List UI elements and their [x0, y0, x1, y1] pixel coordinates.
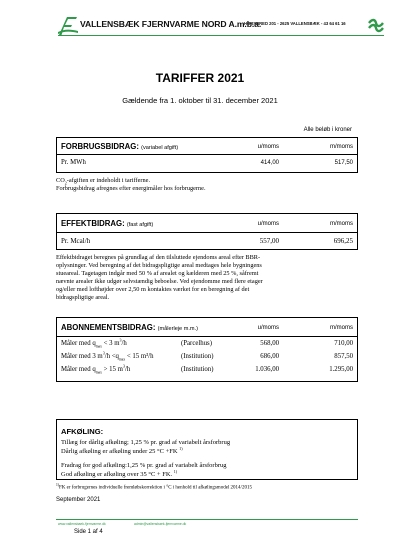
meter-row-excl-vat: 686,00 — [260, 353, 279, 360]
effekt-text-line: nævnte arealer ikke udgør selvstændig beboelse. Ved ejendomme med flere etager — [56, 278, 263, 286]
effekt-text-line: oplysninger. Ved beregning af det bidragspligtige areal medtages hele bygningens — [56, 262, 262, 270]
footnote: $^{1)}$FK er forbrugernes individuelle fremløbskorrektion i °C i henhold til afkølingsmodel 2014/2015 — [56, 483, 252, 491]
email-link[interactable]: admin@vallensbaek-fjernvarme.dk — [134, 522, 187, 526]
effekt-text-line: bidragspligtige areal. — [56, 294, 110, 302]
co2-note: $CO_2$-afgiften er indeholdt i tarifferne. — [56, 177, 151, 186]
meter-row-incl-vat: 1.295,00 — [329, 366, 353, 373]
meter-row-incl-vat: 857,50 — [334, 353, 353, 360]
meter-row-excl-vat: 568,00 — [260, 340, 279, 347]
poor-cooling-line: Dårlig afkøling er afkøling under 25 °C +FK $^{1)}$ — [61, 445, 183, 455]
document-date: September 2021 — [56, 497, 101, 503]
abonnement-heading: ABONNEMENTSBIDRAG: (målerleje m.m.) — [61, 323, 199, 332]
wave-logo-icon — [368, 17, 384, 33]
afkoling-box — [56, 419, 358, 480]
meter-row-label: Måler med $q_{max} < 3$ $m^3/h$ — [61, 337, 127, 349]
meter-row-type: (Institution) — [181, 353, 214, 360]
forbrug-price-incl-vat: 517,50 — [334, 160, 353, 166]
forbrugsbidrag-table — [56, 137, 358, 173]
meter-row-type: (Parcelhus) — [181, 340, 212, 347]
good-cooling-line: God afkøling er afkøling over 35 °C + FK. $^{1)}$ — [61, 468, 178, 478]
effektbidrag-heading: EFFEKTBIDRAG: (fast afgift) — [61, 219, 154, 228]
meter-note: Forbrugsbidrag afregnes efter energimåler hos forbrugerne. — [56, 185, 206, 193]
company-address: HORSBRED 201 - 2625 VALLENSBÆK - 43 64 61 16 — [244, 21, 346, 26]
surcharge-line: Tillæg for dårlig afkøling; 1,25 % pr. grad af variabelt årsforbrug — [61, 439, 231, 446]
company-name: VALLENSBÆK FJERNVARME NORD A.m.b.a. — [80, 19, 262, 29]
page-title: TARIFFER 2021 — [155, 71, 245, 85]
effekt-text-line: og/eller med lofthøjder over 2,50 m kontaktes værket for en beregning af det — [56, 286, 250, 294]
col-header-incl-vat: m/moms — [330, 325, 353, 331]
effekt-text-line: Effektbidraget beregnes på grundlag af den tilsluttede ejendoms areal efter BBR- — [56, 254, 261, 261]
validity-period: Gældende fra 1. oktober til 31. december 2021 — [122, 96, 278, 105]
effektbidrag-table — [56, 213, 358, 250]
table-divider — [57, 336, 357, 337]
effekt-price-incl-vat: 696,25 — [333, 237, 353, 245]
website-link[interactable]: www.vallensbaek-fjernvarme.dk — [58, 522, 106, 526]
col-header-excl-vat: u/moms — [257, 325, 279, 331]
effekt-price-excl-vat: 557,00 — [259, 237, 279, 245]
header-rule — [58, 35, 384, 36]
col-header-excl-vat: u/moms — [257, 144, 279, 150]
meter-row-incl-vat: 710,00 — [334, 340, 353, 347]
col-header-excl-vat: u/moms — [257, 221, 279, 227]
meter-row-label: Måler med 3 $m^3/h <q_{max} < 15$ m³/h — [61, 350, 154, 362]
company-logo-icon — [58, 16, 78, 36]
effekt-unit: Pr. Mcal/h — [61, 237, 91, 245]
letterhead — [58, 16, 384, 36]
abonnementsbidrag-table — [56, 317, 358, 382]
page-number: Side 1 af 4 — [74, 529, 103, 535]
col-header-incl-vat: m/moms — [330, 144, 353, 150]
deduction-line: Fradrag for god afkøling:1,25 % pr. grad af variabelt årsforbrug — [61, 462, 227, 469]
footer-rule — [56, 519, 358, 520]
effekt-description — [56, 254, 356, 303]
meter-row-label: Måler med $q_{max} > 15$ $m^3/h$ — [61, 363, 131, 375]
effekt-text-line: stueareal. Tagetagen indgår med 50 % af arealet og kælderen med 25 %, såfremt — [56, 270, 259, 278]
table-divider — [57, 232, 357, 233]
forbrug-price-excl-vat: 414,00 — [260, 160, 279, 166]
forbrug-unit: Pr. MWh — [61, 159, 86, 166]
forbrugsbidrag-heading: FORBRUGSBIDRAG: (variabel afgift) — [61, 142, 179, 151]
meter-row-type: (Institution) — [181, 366, 214, 373]
forbrug-notes — [56, 177, 356, 193]
table-divider — [57, 154, 357, 155]
currency-note: Alle beløb i kroner — [303, 127, 352, 133]
meter-row-excl-vat: 1.036,00 — [255, 366, 279, 373]
afkoling-heading: AFKØLING: — [61, 427, 104, 436]
col-header-incl-vat: m/moms — [330, 221, 353, 227]
